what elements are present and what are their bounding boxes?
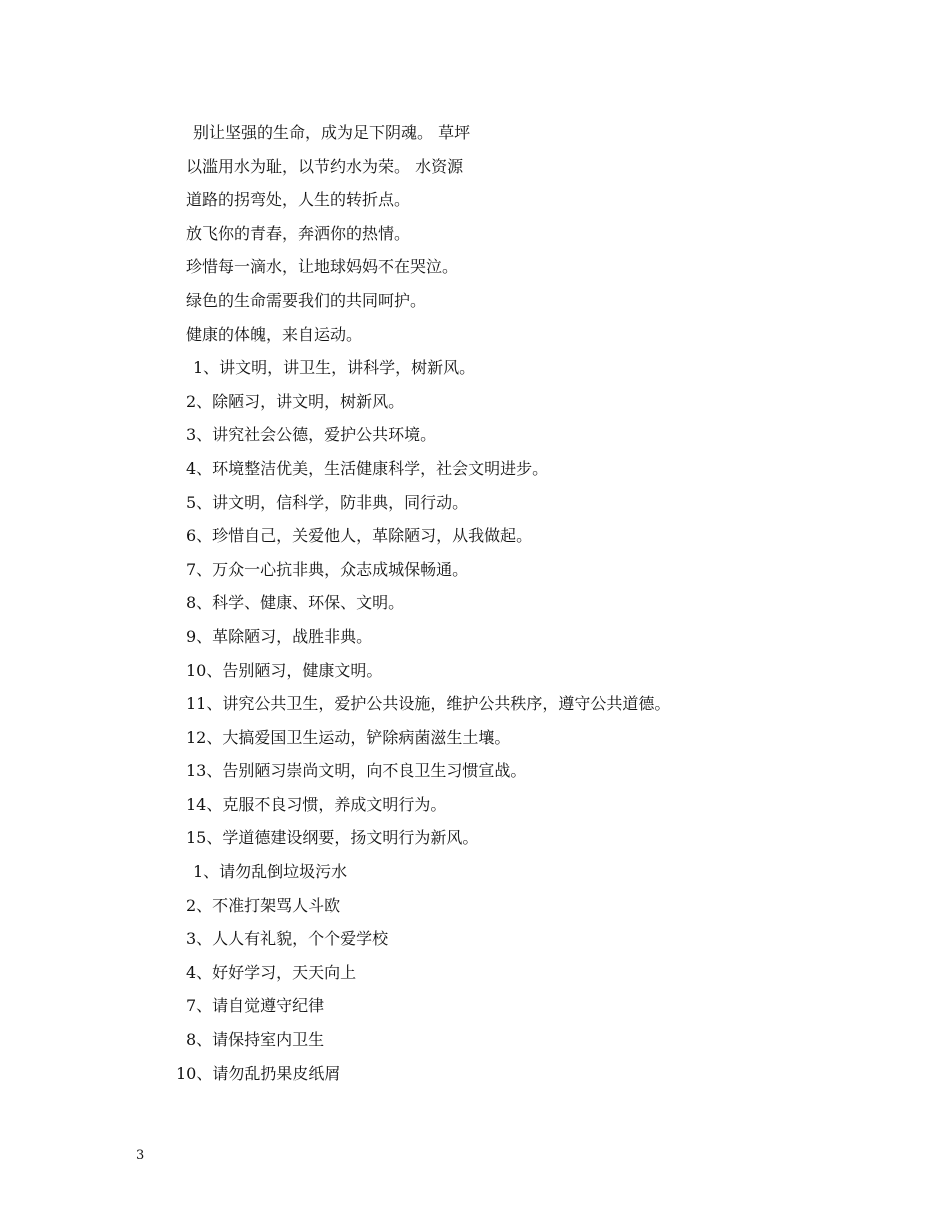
text-line: 2、不准打架骂人斗欧 — [186, 895, 341, 915]
text-line: 10、告别陋习，健康文明。 — [186, 660, 383, 680]
text-line: 放飞你的青春，奔洒你的热情。 — [186, 223, 411, 243]
text-line: 珍惜每一滴水，让地球妈妈不在哭泣。 — [186, 257, 459, 277]
text-line: 别让坚强的生命，成为足下阴魂。 草坪 — [193, 123, 471, 142]
slogan-list — [0, 116, 950, 1090]
text-line: 6、珍惜自己，关爱他人，革除陋习，从我做起。 — [186, 526, 533, 546]
text-line: 14、克服不良习惯，养成文明行为。 — [186, 794, 447, 814]
text-line: 10、请勿乱扔果皮纸屑 — [176, 1063, 341, 1083]
text-line: 5、讲文明，信科学，防非典，同行动。 — [186, 492, 469, 512]
text-line: 8、科学、健康、环保、文明。 — [186, 593, 405, 613]
text-line: 以滥用水为耻，以节约水为荣。 水资源 — [186, 156, 464, 176]
text-line: 2、除陋习，讲文明，树新风。 — [186, 391, 405, 411]
page-number: 3 — [136, 1148, 145, 1163]
text-line: 3、讲究社会公德，爱护公共环境。 — [186, 425, 437, 445]
text-line: 道路的拐弯处，人生的转折点。 — [186, 190, 411, 210]
text-line: 8、请保持室内卫生 — [186, 1030, 325, 1050]
text-line: 15、学道德建设纲要，扬文明行为新风。 — [186, 828, 479, 848]
text-line: 1、讲文明，讲卫生，讲科学，树新风。 — [193, 358, 476, 378]
text-line: 7、万众一心抗非典，众志成城保畅通。 — [186, 559, 469, 579]
text-line: 11、讲究公共卫生，爱护公共设施，维护公共秩序，遵守公共道德。 — [186, 694, 671, 714]
text-line: 健康的体魄，来自运动。 — [186, 324, 363, 344]
text-line: 12、大搞爱国卫生运动，铲除病菌滋生土壤。 — [186, 727, 511, 747]
text-line: 3、人人有礼貌，个个爱学校 — [186, 929, 389, 949]
text-line: 9、革除陋习，战胜非典。 — [186, 626, 373, 646]
text-line: 4、环境整洁优美，生活健康科学，社会文明进步。 — [186, 458, 549, 478]
text-line: 13、告别陋习崇尚文明，向不良卫生习惯宣战。 — [186, 761, 527, 781]
text-line: 4、好好学习，天天向上 — [186, 962, 357, 982]
text-line: 7、请自觉遵守纪律 — [186, 996, 325, 1016]
text-line: 绿色的生命需要我们的共同呵护。 — [186, 290, 427, 310]
text-line: 1、请勿乱倒垃圾污水 — [193, 862, 348, 882]
